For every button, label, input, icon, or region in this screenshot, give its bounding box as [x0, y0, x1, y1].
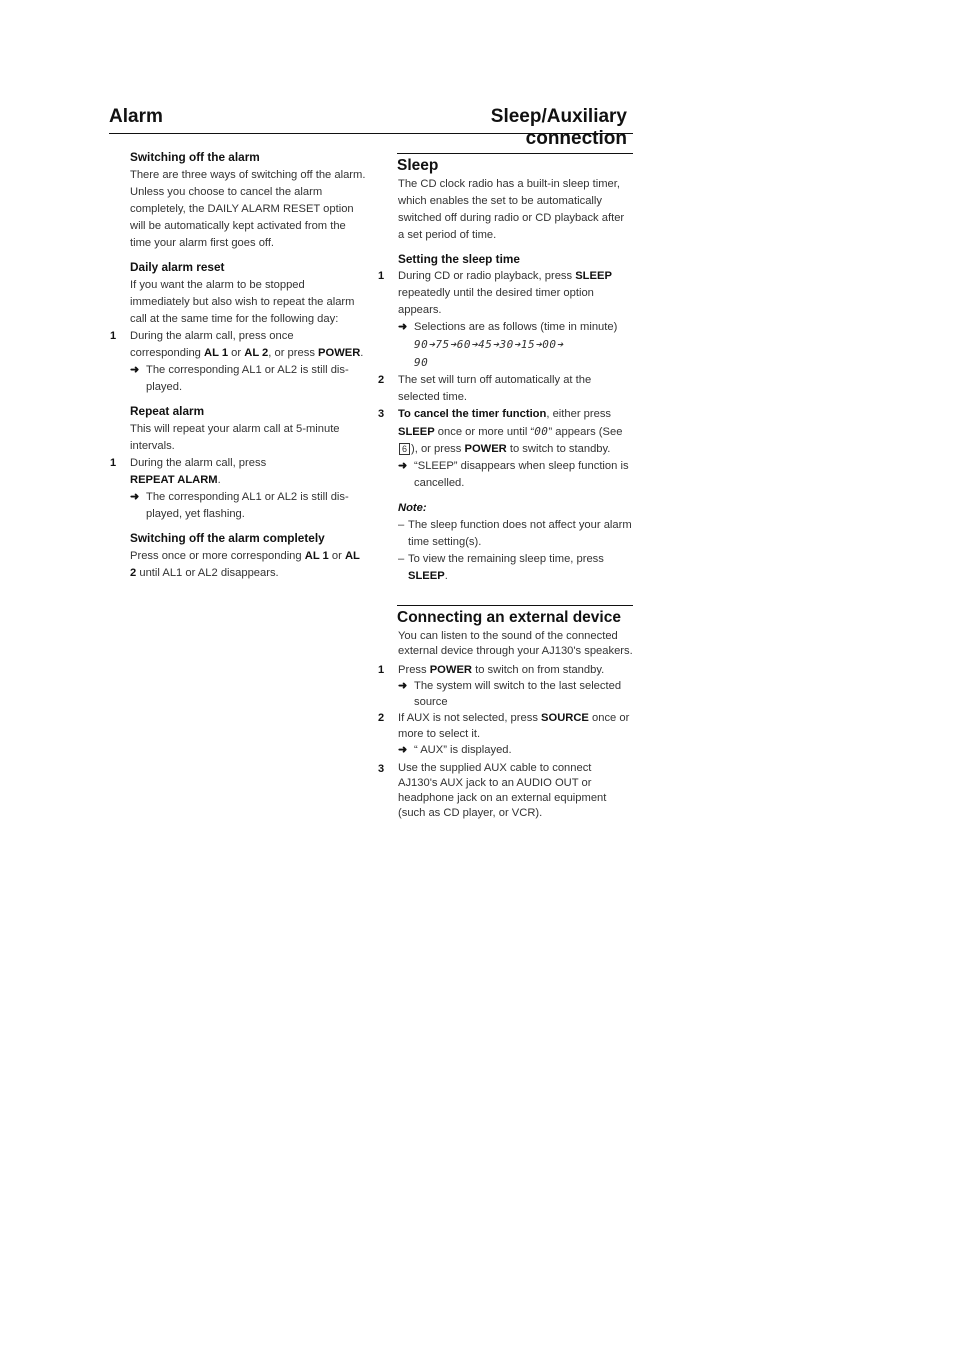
aux-step-2-text: If AUX is not selected, press SOURCE once or more to select it.: [398, 712, 630, 740]
daily-reset-step-text: During the alarm call, press once corresponding AL 1 or AL 2, or press POWER.: [130, 330, 364, 359]
dash-bullet: –: [398, 553, 405, 565]
repeat-alarm-heading: Repeat alarm: [130, 404, 205, 418]
result-line: ➜ The corresponding AL1 or AL2 is still dis-played.: [130, 364, 349, 393]
sleep-aux-column: [378, 153, 633, 821]
sleep-step-1: [378, 268, 633, 372]
switch-off-completely-heading: Switching off the alarm completely: [130, 531, 325, 545]
aux-step-1: [378, 662, 633, 710]
header-title-alarm: Alarm: [109, 106, 163, 127]
header-rule: [109, 133, 633, 134]
daily-reset-step: [110, 328, 366, 396]
result-line: ➜ The corresponding AL1 or AL2 is still dis-played, yet flashing.: [130, 491, 349, 520]
sleep-section-rule: [397, 153, 633, 154]
arrow-right-icon: ➜: [130, 491, 140, 503]
result-line: ➜ Selections are as follows (time in minute) 90➔75➔60➔45➔30➔15➔00➔ 90: [398, 321, 618, 369]
note-item: – To view the remaining sleep time, press SLEEP.: [398, 553, 604, 582]
repeat-alarm-key: REPEAT ALARM: [130, 474, 218, 486]
repeat-alarm-text: This will repeat your alarm call at 5-minute intervals.: [130, 423, 340, 452]
step-number: 1: [110, 457, 117, 469]
aux-intro: You can listen to the sound of the connected external device through your AJ130's speakers.: [398, 630, 633, 657]
source-key: SOURCE: [541, 712, 589, 724]
sleep-step-2: [378, 372, 633, 406]
sleep-intro: The CD clock radio has a built-in sleep timer, which enables the set to be automatically switched off during radio or CD playback after a set period of time.: [398, 178, 625, 241]
timer-sequence-end: 90: [414, 356, 429, 369]
dash-bullet: –: [398, 519, 405, 531]
step-number: 1: [110, 330, 117, 342]
switch-off-completely-text: Press once or more corresponding AL 1 or AL 2 until AL1 or AL2 disappears.: [130, 550, 360, 579]
result-line: ➜ “SLEEP” disappears when sleep function is cancelled.: [398, 460, 629, 489]
arrow-right-icon: ➜: [398, 460, 408, 472]
aux-step-3-text: Use the supplied AUX cable to connect AJ130's AUX jack to an AUDIO OUT or headphone jack on an external equipment (such as CD player, or VCR).: [398, 762, 607, 819]
repeat-alarm-step: [110, 455, 366, 523]
al1-key: AL 1: [204, 347, 229, 359]
alarm-column: [110, 149, 366, 582]
sleep-step-3-text: To cancel the timer function, either press SLEEP once or more until “00” appears (See 6 ), or press POWER to switch to standby.: [398, 408, 623, 455]
step-number: 1: [378, 270, 385, 282]
switch-off-text: There are three ways of switching off the alarm. Unless you choose to cancel the alarm completely, the DAILY ALARM RESET option will be automatically kept activated from the time your alarm first goes off.: [130, 169, 366, 249]
power-key: POWER: [318, 347, 361, 359]
power-key: POWER: [429, 664, 472, 676]
sleep-step-2-text: The set will turn off automatically at the selected time.: [398, 374, 592, 403]
daily-reset-heading: Daily alarm reset: [130, 260, 225, 274]
arrow-right-icon: ➜: [130, 364, 140, 376]
al1-key: AL 1: [304, 550, 329, 562]
aux-step-3: [378, 761, 633, 821]
step-number: 3: [378, 408, 385, 420]
note-item: – The sleep function does not affect your alarm time setting(s).: [398, 519, 632, 548]
al2-key: AL 2: [244, 347, 269, 359]
sleep-key: SLEEP: [575, 270, 612, 282]
switch-off-heading: Switching off the alarm: [130, 150, 260, 164]
timer-sequence: 90➔75➔60➔45➔30➔15➔00➔: [414, 338, 564, 351]
arrow-right-icon: ➜: [398, 680, 408, 692]
arrow-right-icon: ➜: [398, 321, 408, 333]
aux-title: Connecting an external device: [397, 609, 621, 626]
aux-step-1-text: Press POWER to switch on from standby.: [398, 664, 605, 676]
result-line: ➜ “ AUX” is displayed.: [398, 744, 512, 756]
sleep-step-1-text: During CD or radio playback, press SLEEP repeatedly until the desired timer option appears.: [398, 270, 612, 316]
step-number: 3: [378, 763, 385, 775]
repeat-alarm-step-text: During the alarm call, press REPEAT ALARM.: [130, 457, 267, 486]
header-title-sleep-aux: Sleep/Auxiliary connection: [490, 106, 627, 149]
result-line: ➜ The system will switch to the last selected source: [398, 680, 622, 708]
step-number: 2: [378, 712, 385, 724]
aux-step-2: [378, 710, 633, 758]
lcd-display-value: 00: [534, 425, 549, 438]
aux-section-rule: [397, 605, 633, 606]
sleep-key: SLEEP: [408, 570, 445, 582]
daily-reset-text: If you want the alarm to be stopped immediately but also wish to repeat the alarm call at the same time for the following day:: [130, 279, 355, 325]
step-number: 1: [378, 664, 385, 676]
setting-sleep-heading: Setting the sleep time: [398, 252, 520, 266]
step-number: 2: [378, 374, 385, 386]
figure-reference: 6: [399, 443, 410, 455]
power-key: POWER: [464, 443, 507, 455]
sleep-step-3: [378, 406, 633, 492]
sleep-key: SLEEP: [398, 426, 435, 438]
al2-key: AL 2: [130, 550, 360, 579]
sleep-title: Sleep: [397, 157, 439, 174]
arrow-right-icon: ➜: [398, 744, 408, 756]
note-label: Note:: [398, 502, 427, 514]
